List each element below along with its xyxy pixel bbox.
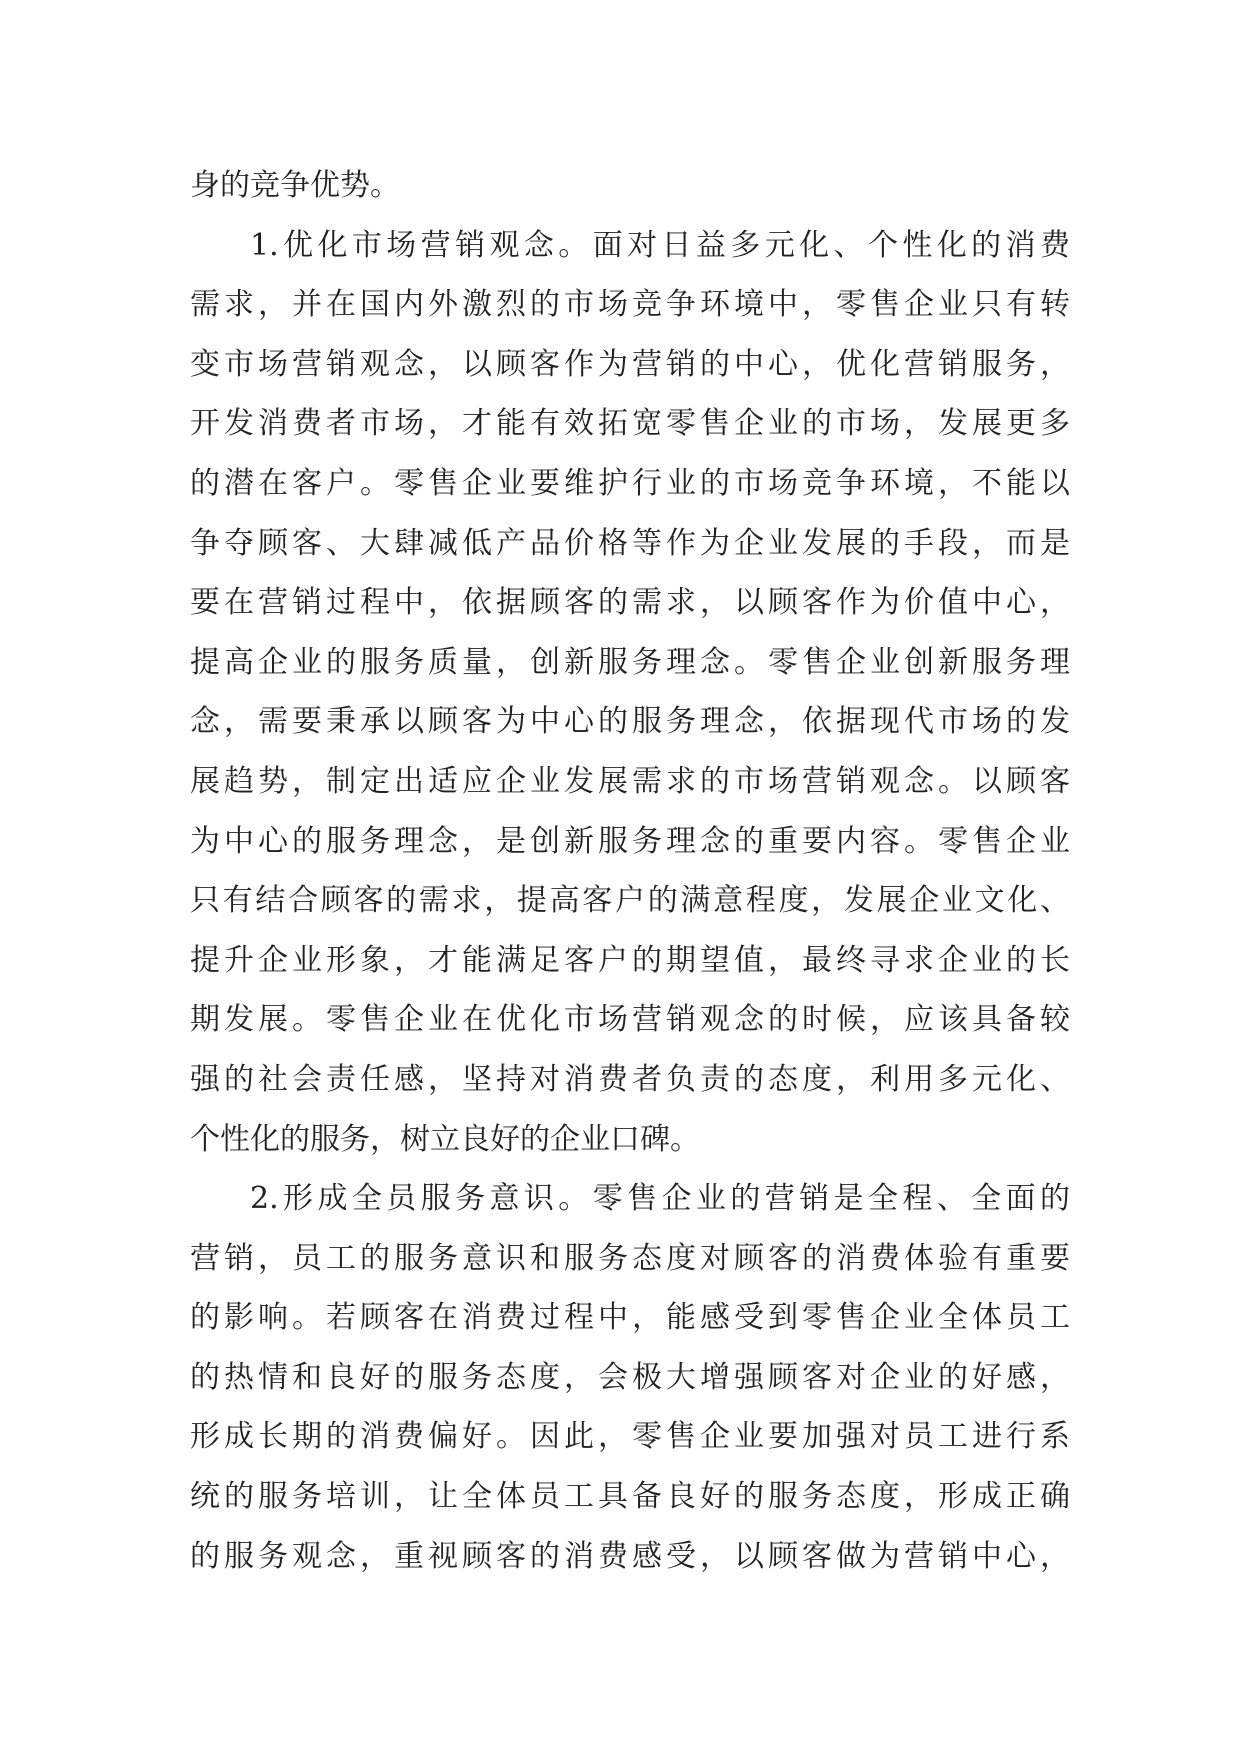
text-line: 的影响。若顾客在消费过程中，能感受到零售企业全体员工 [190, 1300, 1070, 1336]
text-line: 提升企业形象，才能满足客户的期望值，最终寻求企业的长 [190, 942, 1070, 978]
text-line: 念，需要秉承以顾客为中心的服务理念，依据现代市场的发 [190, 704, 1070, 740]
text-line: 强的社会责任感，坚持对消费者负责的态度，利用多元化、 [190, 1061, 1070, 1097]
text-line: 统的服务培训，让全体员工具备良好的服务态度，形成正确 [190, 1479, 1070, 1515]
text-line: 需求，并在国内外激烈的市场竞争环境中，零售企业只有转 [190, 287, 1070, 323]
text-line: 的热情和良好的服务态度，会极大增强顾客对企业的好感， [190, 1359, 1070, 1395]
text-line: 形成长期的消费偏好。因此，零售企业要加强对员工进行系 [190, 1419, 1070, 1455]
text-line: 的服务观念，重视顾客的消费感受，以顾客做为营销中心， [190, 1538, 1070, 1574]
text-line: 要在营销过程中，依据顾客的需求，以顾客作为价值中心， [190, 585, 1070, 621]
text-line: 期发展。零售企业在优化市场营销观念的时候，应该具备较 [190, 1002, 1070, 1038]
text-line: 身的竞争优势。 [190, 168, 400, 203]
text-line: 营销，员工的服务意识和服务态度对顾客的消费体验有重要 [190, 1240, 1070, 1276]
body-text [190, 156, 1070, 1586]
text-line: 个性化的服务，树立良好的企业口碑。 [190, 1121, 700, 1157]
text-line: 变市场营销观念，以顾客作为营销的中心，优化营销服务， [190, 346, 1070, 382]
paragraph-start-line: 1.优化市场营销观念。面对日益多元化、个性化的消费 [250, 227, 1070, 263]
text-line: 开发消费者市场，才能有效拓宽零售企业的市场，发展更多 [190, 406, 1070, 442]
text-line: 为中心的服务理念，是创新服务理念的重要内容。零售企业 [190, 823, 1070, 859]
text-line: 争夺顾客、大肆减低产品价格等作为企业发展的手段，而是 [190, 525, 1070, 561]
text-line: 的潜在客户。零售企业要维护行业的市场竞争环境，不能以 [190, 465, 1070, 501]
paragraph-start-line: 2.形成全员服务意识。零售企业的营销是全程、全面的 [250, 1181, 1070, 1217]
text-line: 提高企业的服务质量，创新服务理念。零售企业创新服务理 [190, 644, 1070, 680]
text-line: 展趋势，制定出适应企业发展需求的市场营销观念。以顾客 [190, 763, 1070, 799]
text-line: 只有结合顾客的需求，提高客户的满意程度，发展企业文化、 [190, 883, 1070, 919]
